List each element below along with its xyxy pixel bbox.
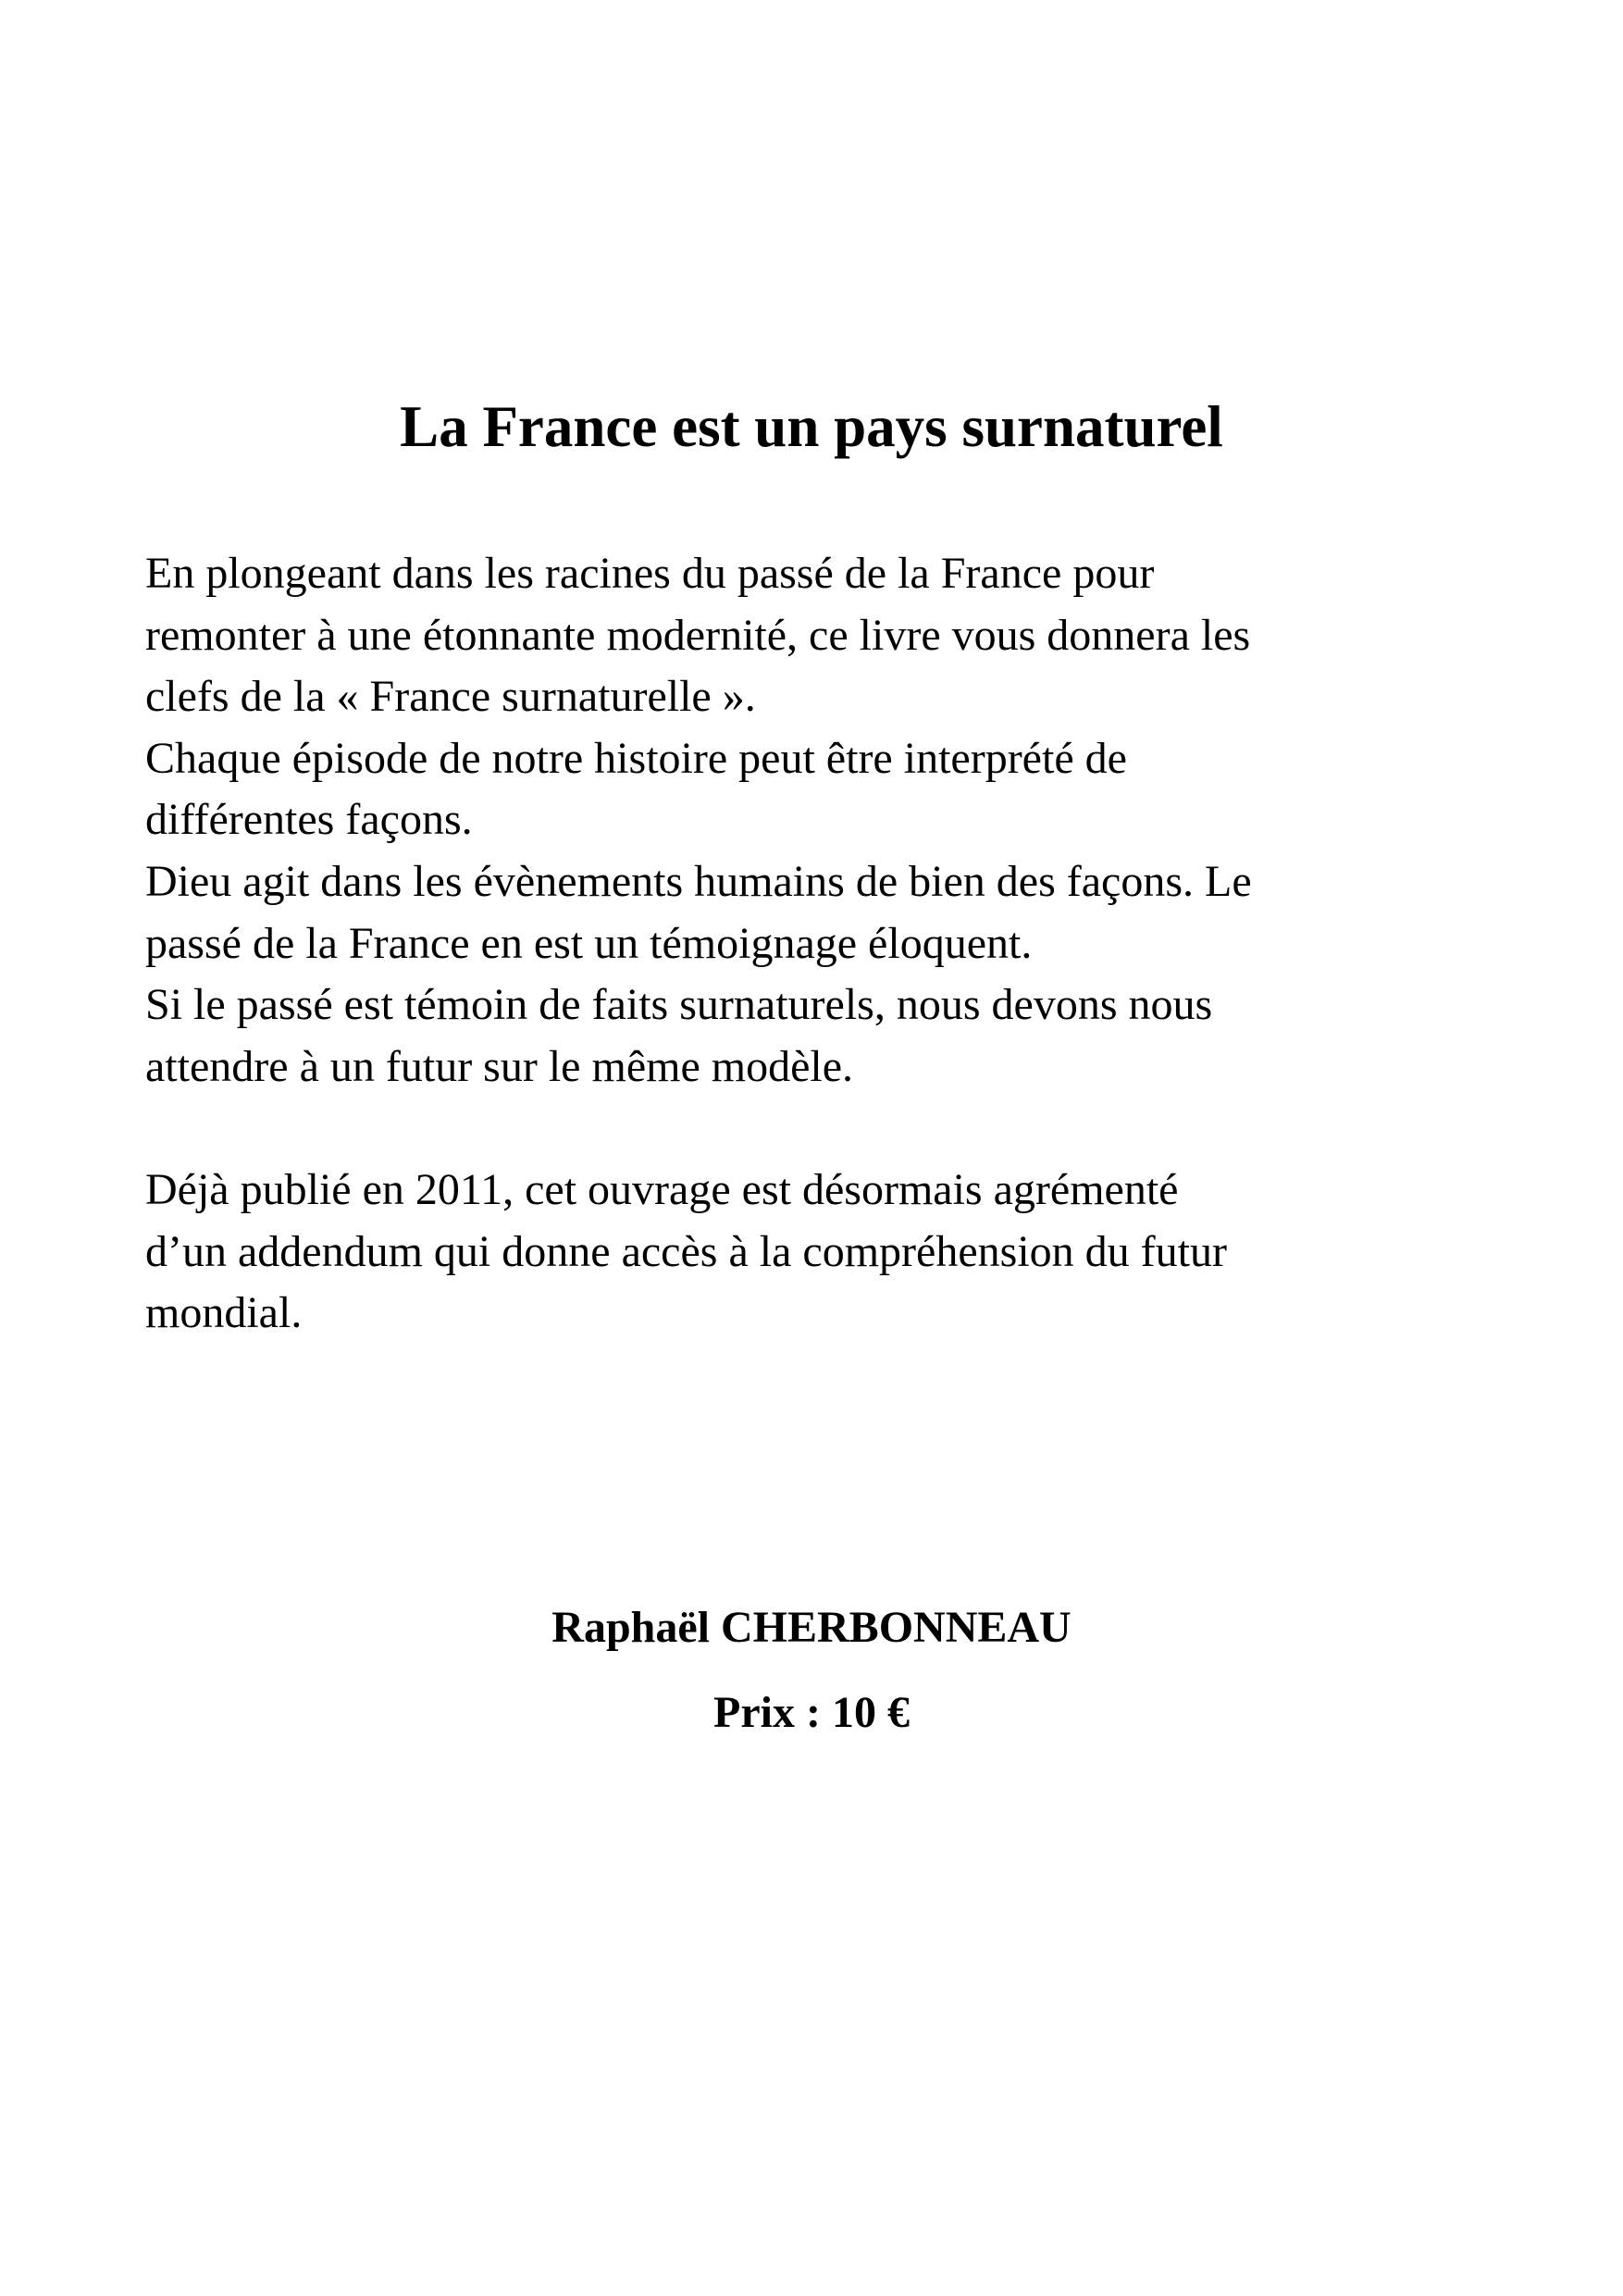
text-line: Dieu agit dans les évènements humains de bien des façons. Le [145, 856, 1252, 906]
paragraph-spacer [145, 1098, 1533, 1160]
author-name: Raphaël CHERBONNEAU [551, 1603, 1072, 1652]
text-line: Déjà publié en 2011, cet ouvrage est désormais agrémenté [145, 1164, 1179, 1214]
text-line: attendre à un futur sur le même modèle. [145, 1041, 854, 1091]
paragraph-description [145, 543, 1533, 1098]
text-line: clefs de la « France surnaturelle ». [145, 672, 756, 722]
text-line: Si le passé est témoin de faits surnaturels, nous devons nous [145, 980, 1213, 1030]
text-line: En plongeant dans les racines du passé de la France pour [145, 549, 1155, 598]
text-line: remonter à une étonnante modernité, ce livre vous donnera les [145, 610, 1251, 660]
text-line: Chaque épisode de notre histoire peut être interprété de [145, 733, 1127, 783]
paragraph-addendum-note [145, 1160, 1533, 1345]
description-body [145, 543, 1533, 1345]
text-line: d’un addendum qui donne accès à la compréhension du futur [145, 1226, 1227, 1276]
document-title: La France est un pays surnaturel [400, 394, 1223, 459]
text-line: mondial. [145, 1288, 303, 1338]
text-line: passé de la France en est un témoignage éloquent. [145, 918, 1033, 968]
text-line: différentes façons. [145, 795, 473, 845]
price-label: Prix : 10 € [713, 1688, 910, 1737]
